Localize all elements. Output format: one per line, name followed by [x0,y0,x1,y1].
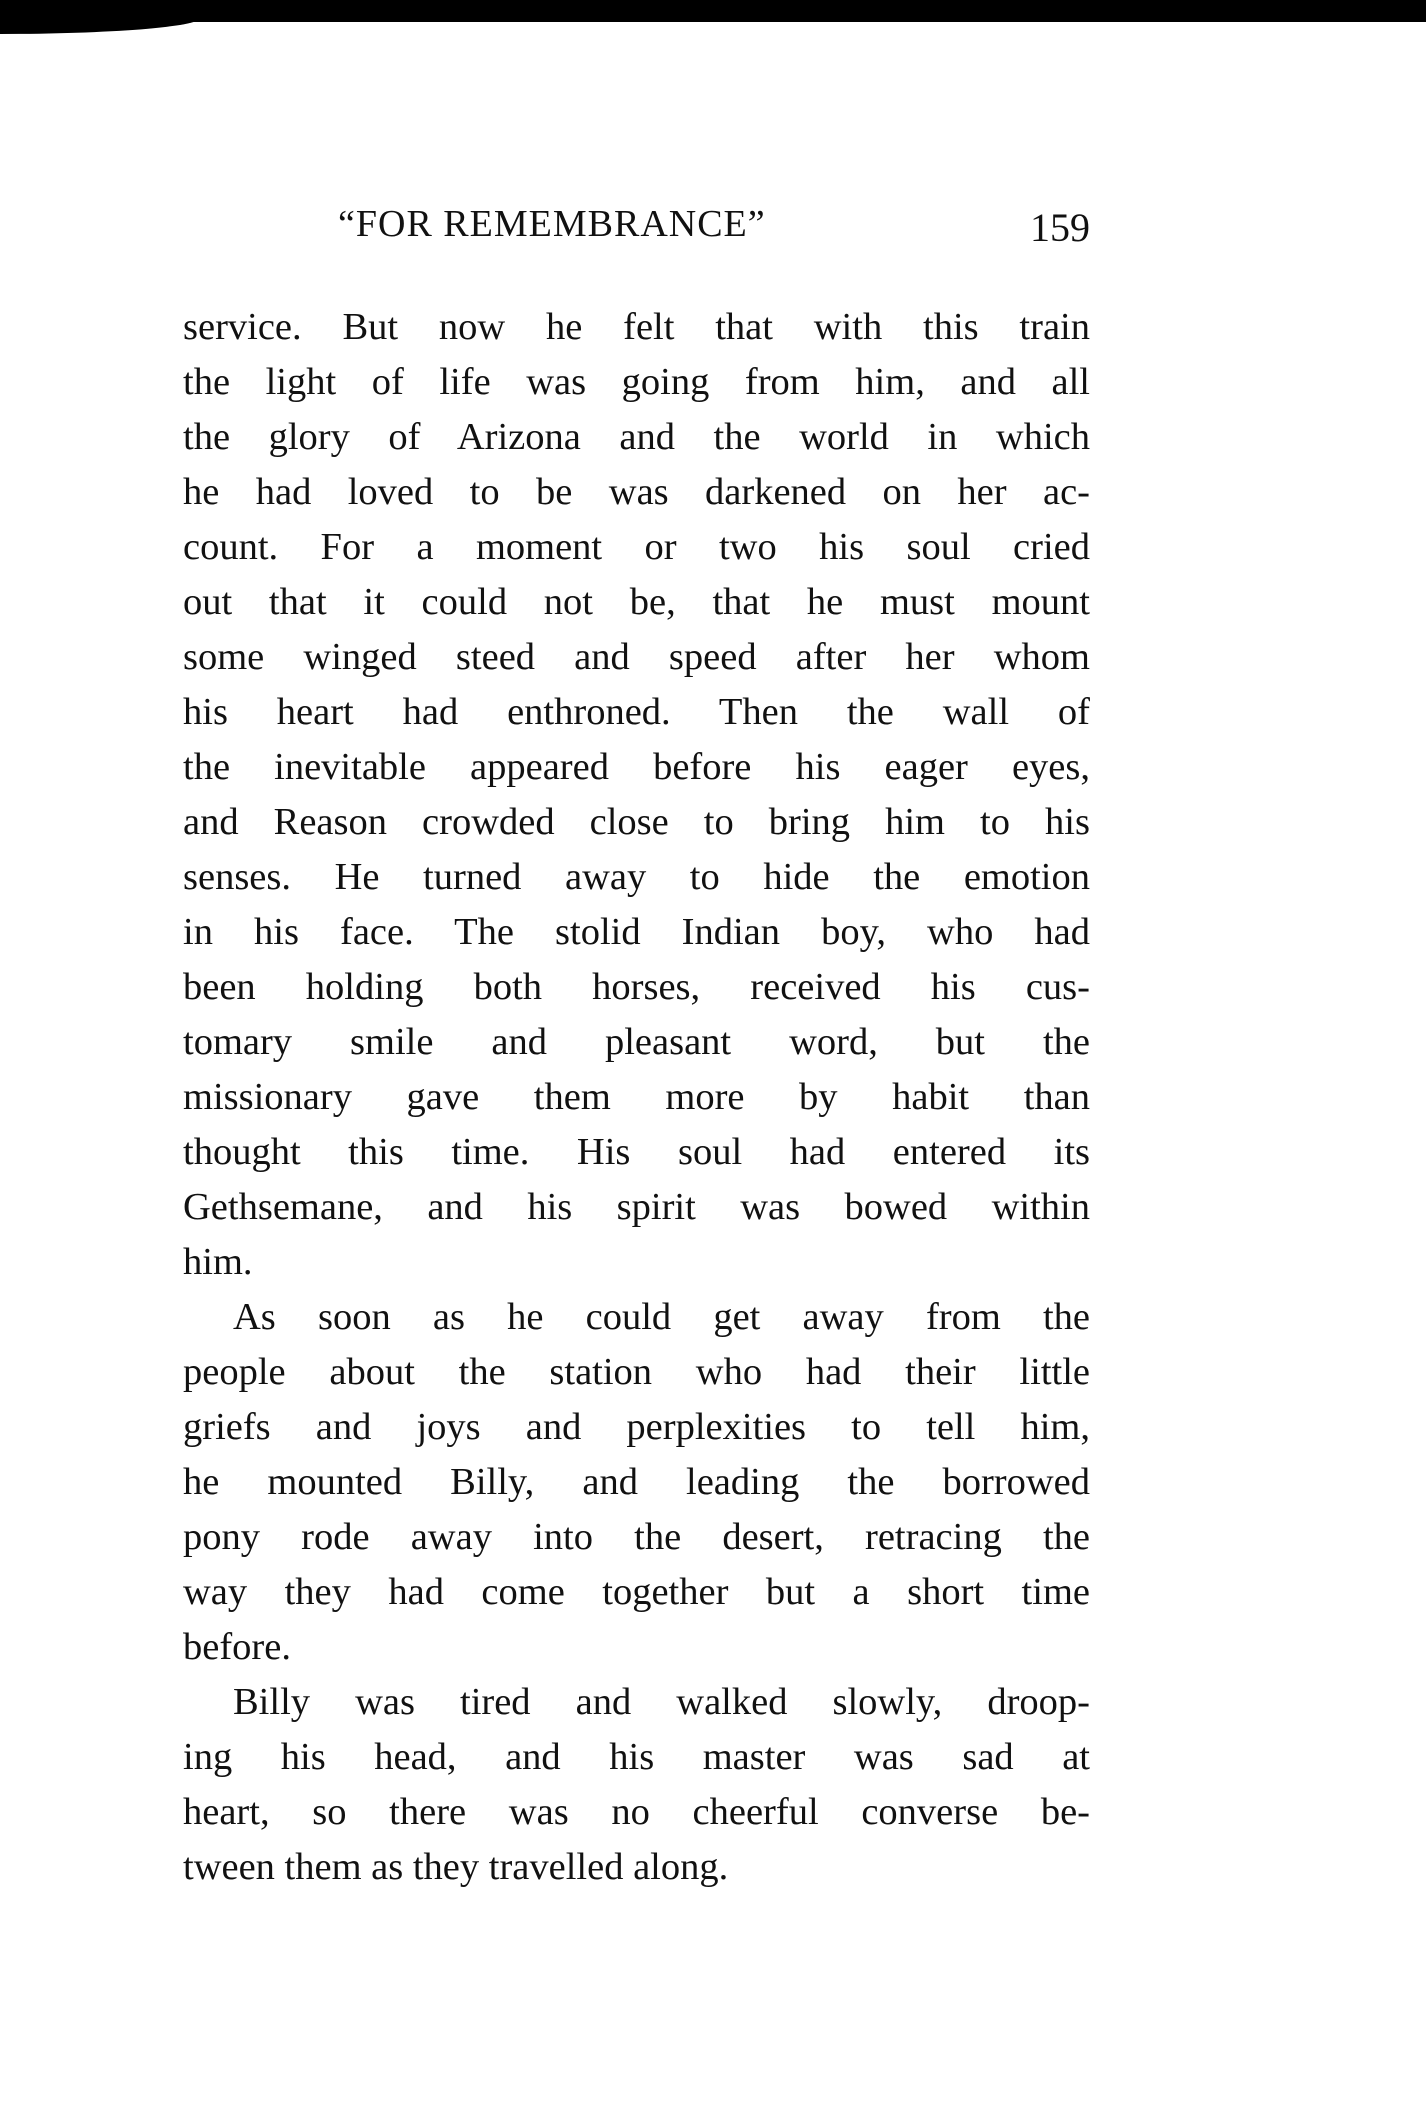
text-line: the glory of Arizona and the world in which [183,416,1090,458]
text-line: people about the station who had their little [183,1351,1090,1393]
scan-edge-curve [0,18,200,34]
text-line: senses. He turned away to hide the emotion [183,856,1090,898]
text-line: tween them as they travelled along. [183,1846,729,1888]
text-line: pony rode away into the desert, retracing the [183,1516,1090,1558]
text-line: heart, so there was no cheerful converse be- [183,1791,1090,1833]
text-line: missionary gave them more by habit than [183,1076,1090,1118]
text-line: way they had come together but a short time [183,1571,1090,1613]
text-line: As soon as he could get away from the [233,1296,1090,1338]
text-line: before. [183,1626,291,1668]
text-line: Billy was tired and walked slowly, droop- [233,1681,1090,1723]
text-line: the inevitable appeared before his eager eyes, [183,746,1090,788]
text-line: his heart had enthroned. Then the wall of [183,691,1090,733]
text-line: some winged steed and speed after her whom [183,636,1090,678]
text-line: he mounted Billy, and leading the borrowed [183,1461,1090,1503]
body-text [183,300,1090,1895]
text-line: Gethsemane, and his spirit was bowed within [183,1186,1090,1228]
text-line: service. But now he felt that with this train [183,306,1090,348]
text-line: tomary smile and pleasant word, but the [183,1021,1090,1063]
scan-edge-shadow [0,0,1426,22]
text-line: count. For a moment or two his soul cried [183,526,1090,568]
text-line: the light of life was going from him, and all [183,361,1090,403]
text-line: ing his head, and his master was sad at [183,1736,1090,1778]
text-line: been holding both horses, received his cus- [183,966,1090,1008]
page-header [338,202,1090,252]
text-line: in his face. The stolid Indian boy, who had [183,911,1090,953]
text-line: griefs and joys and perplexities to tell him, [183,1406,1090,1448]
text-line: and Reason crowded close to bring him to his [183,801,1090,843]
text-line: thought this time. His soul had entered its [183,1131,1090,1173]
text-line: out that it could not be, that he must mount [183,581,1090,623]
text-line: he had loved to be was darkened on her ac- [183,471,1090,513]
text-line: him. [183,1241,253,1283]
page-number: 159 [1030,205,1090,250]
running-title: “FOR REMEMBRANCE” [338,203,766,245]
